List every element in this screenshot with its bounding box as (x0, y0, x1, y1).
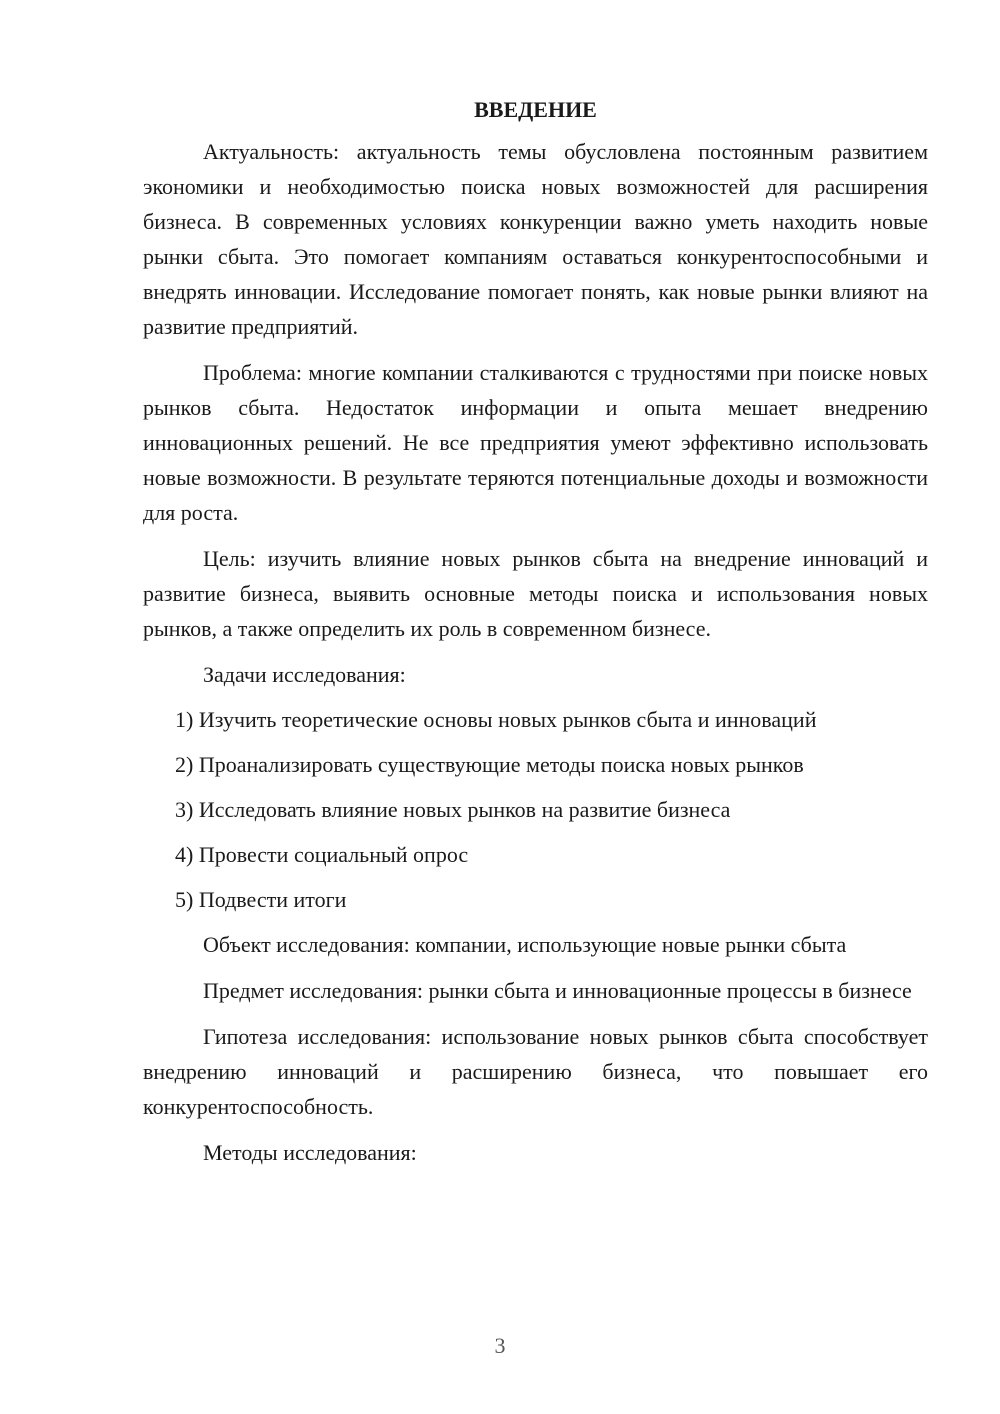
task-item-1: 1) Изучить теоретические основы новых рынков сбыта и инноваций (175, 707, 817, 732)
tasks-label: Задачи исследования: (203, 662, 406, 687)
goal-paragraph: Цель: изучить влияние новых рынков сбыта на внедрение инноваций и развитие бизнеса, выявить основные методы поиска и использования новых рынков, а также определить их роль в современном бизнесе. (143, 546, 928, 641)
object-paragraph: Объект исследования: компании, использующие новые рынки сбыта (203, 932, 847, 957)
methods-label: Методы исследования: (203, 1140, 417, 1165)
tasks-list (143, 702, 928, 917)
subject-paragraph: Предмет исследования: рынки сбыта и инновационные процессы в бизнесе (203, 978, 912, 1003)
task-item-3: 3) Исследовать влияние новых рынков на развитие бизнеса (175, 797, 731, 822)
task-item-5: 5) Подвести итоги (175, 887, 347, 912)
page-content (143, 96, 928, 1181)
page-number: 3 (494, 1333, 506, 1358)
section-heading: ВВЕДЕНИЕ (474, 97, 597, 122)
relevance-paragraph: Актуальность: актуальность темы обусловлена постоянным развитием экономики и необходимостью поиска новых возможностей для расширения бизнеса. В современных условиях конкуренции важно уметь находить новые рынки сбыта. Это помогает компаниям оставаться конкурентоспособными и внедрять инновации. Исследование помогает понять, как новые рынки влияют на развитие предприятий. (143, 139, 928, 339)
task-item-2: 2) Проанализировать существующие методы поиска новых рынков (175, 752, 804, 777)
hypothesis-paragraph: Гипотеза исследования: использование новых рынков сбыта способствует внедрению инноваций и расширению бизнеса, что повышает его конкурентоспособность. (143, 1024, 928, 1119)
problem-paragraph: Проблема: многие компании сталкиваются с трудностями при поиске новых рынков сбыта. Недостаток информации и опыта мешает внедрению инновационных решений. Не все предприятия умеют эффективно использовать новые возможности. В результате теряются потенциальные доходы и возможности для роста. (143, 360, 928, 525)
task-item-4: 4) Провести социальный опрос (175, 842, 469, 867)
